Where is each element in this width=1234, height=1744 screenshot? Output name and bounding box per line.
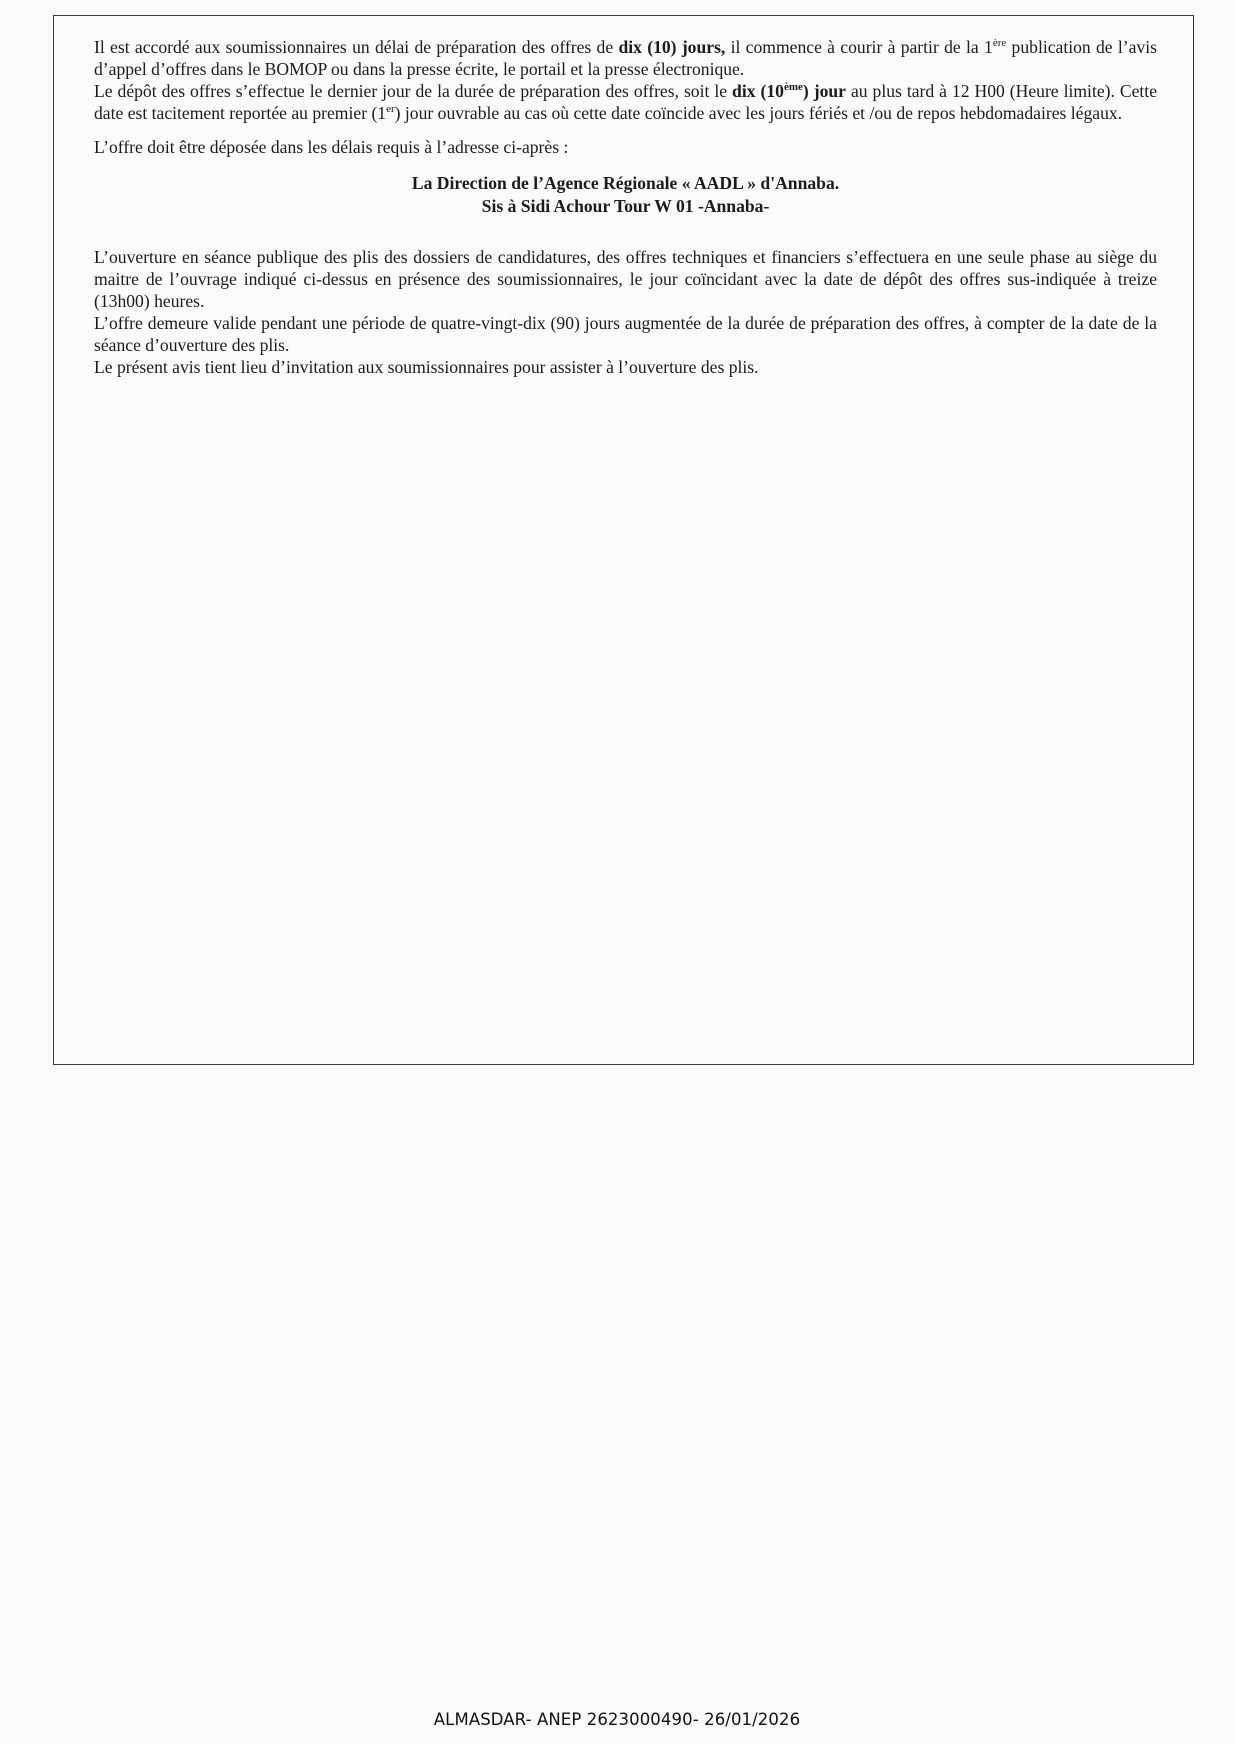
superscript: er <box>386 103 395 115</box>
bold-text: ) jour <box>802 81 846 101</box>
text-segment: publication de l’avis d’appel d’offres dans le BOMOP ou dans la presse écrite, le portail et la presse électronique. <box>94 37 1157 79</box>
footer-reference: ALMASDAR- ANEP 2623000490- 26/01/2026 <box>433 1710 801 1729</box>
address-line-1: La Direction de l’Agence Régionale « AADL » d'Annaba. <box>411 173 840 193</box>
text-segment: au plus tard à 12 H00 (Heure limite). Cette date est tacitement reportée au premier (1 <box>94 81 1157 123</box>
notice-content <box>94 36 1157 378</box>
bold-segment <box>732 81 846 101</box>
text-segment: ) jour ouvrable au cas où cette date coïncide avec les jours fériés et /ou de repos hebdomadaires légaux. <box>394 103 1123 123</box>
notice-box <box>53 15 1194 1065</box>
paragraph-deposit-deadline <box>94 80 1157 124</box>
superscript: ère <box>992 37 1007 49</box>
text-segment: Il est accordé aux soumissionnaires un délai de préparation des offres de <box>94 37 619 57</box>
bold-text: dix (10 <box>732 81 784 101</box>
paragraph-deposit-address-intro: L’offre doit être déposée dans les délais requis à l’adresse ci-après : <box>94 137 569 157</box>
paragraph-public-opening: L’ouverture en séance publique des plis des dossiers de candidatures, des offres techniques et financiers s’effectuera en une seule phase au siège du maitre de l’ouvrage indiqué ci-dessus en présence des soumissionnaires, le jour coïncidant avec la date de dépôt des offres sus-indiquée à treize (13h00) heures. <box>94 247 1157 311</box>
superscript: ème <box>783 81 803 93</box>
paragraph-invitation: Le présent avis tient lieu d’invitation aux soumissionnaires pour assister à l’ouverture des plis. <box>94 357 759 377</box>
text-segment: Le dépôt des offres s’effectue le dernier jour de la durée de préparation des offres, soit le <box>94 81 733 101</box>
paragraph-offer-validity: L’offre demeure valide pendant une période de quatre-vingt-dix (90) jours augmentée de la durée de préparation des offres, à compter de la date de la séance d’ouverture des plis. <box>94 313 1157 355</box>
text-segment: il commence à courir à partir de la 1 <box>725 37 993 57</box>
deposit-address <box>94 172 1157 218</box>
bold-segment: dix (10) jours, <box>618 37 726 57</box>
paragraph-offer-preparation-delay <box>94 36 1157 80</box>
address-line-2: Sis à Sidi Achour Tour W 01 -Annaba- <box>481 196 770 216</box>
